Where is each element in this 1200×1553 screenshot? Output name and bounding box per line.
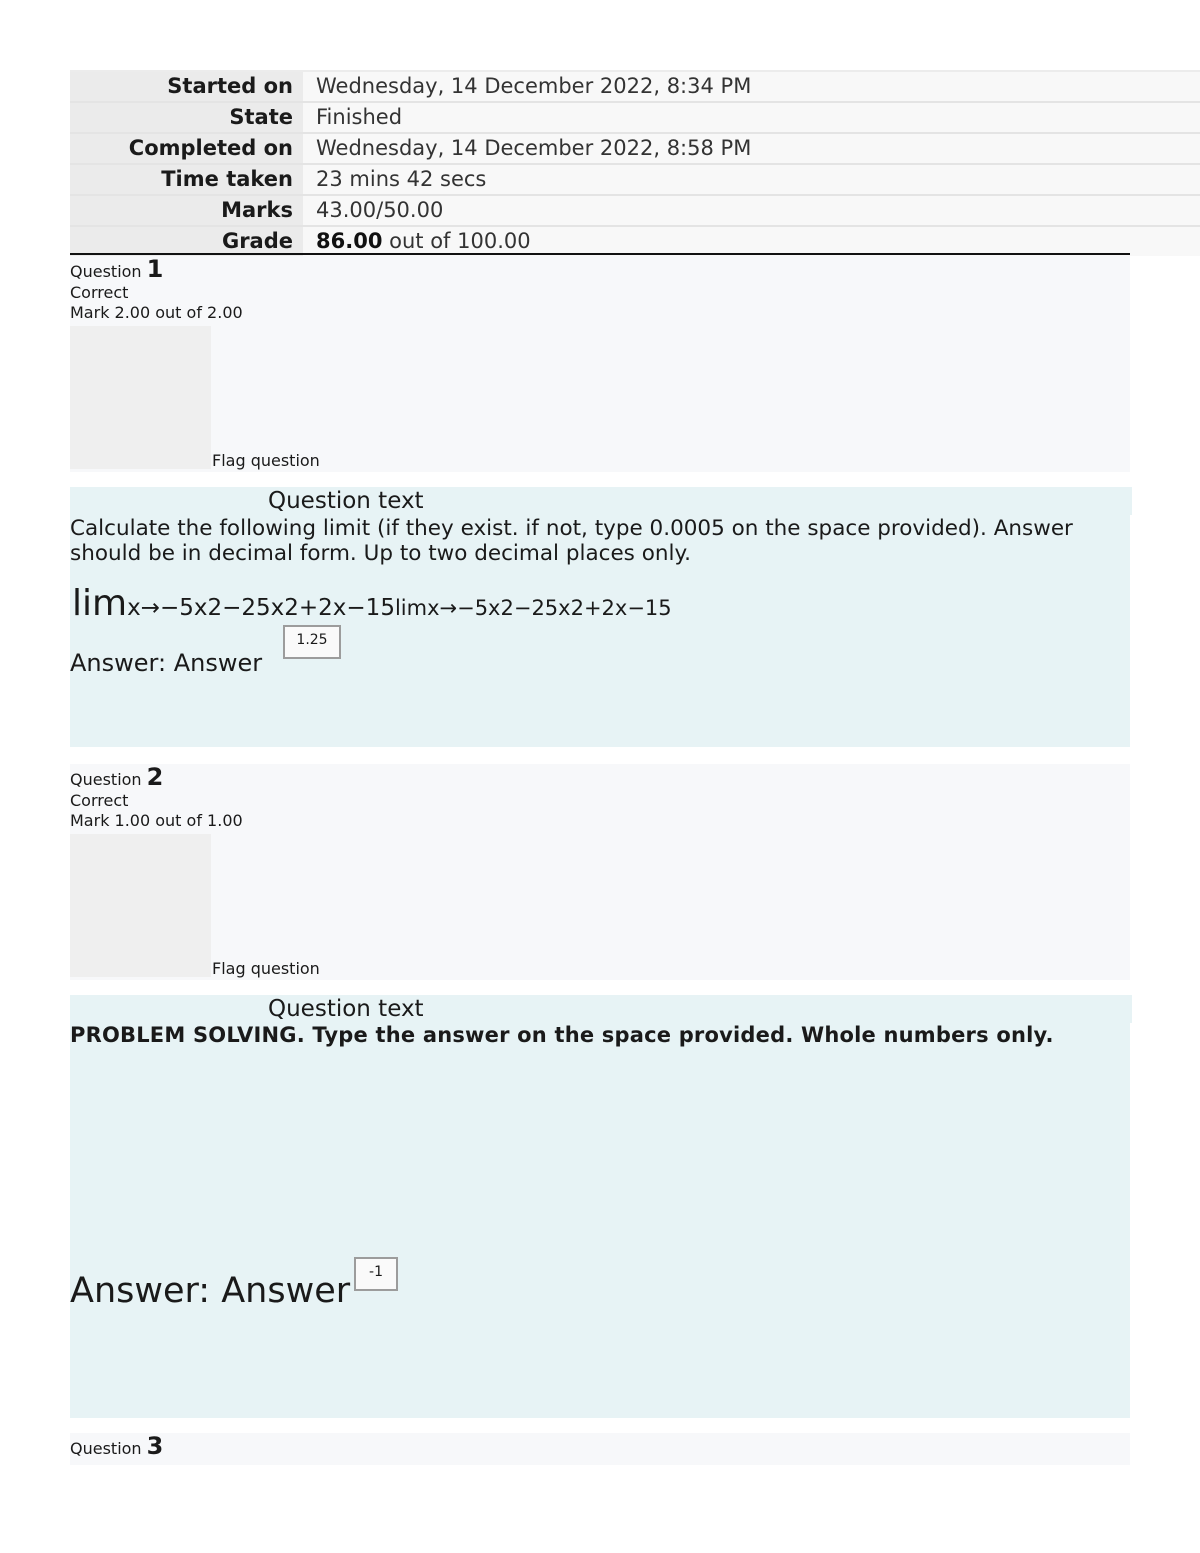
- answer-label: Answer: Answer: [70, 1271, 351, 1311]
- question-mark: Mark 2.00 out of 2.00: [70, 303, 243, 322]
- answer-label: Answer: Answer: [70, 649, 263, 677]
- summary-label: State: [70, 103, 303, 132]
- question-content-2: [70, 995, 1130, 1418]
- summary-value: Finished: [316, 105, 403, 129]
- summary-row-time: [70, 163, 1200, 194]
- summary-label: Completed on: [70, 134, 303, 163]
- question-number: Question 3: [70, 1432, 164, 1460]
- question-text-heading: Question text: [268, 995, 1132, 1023]
- question-mark: Mark 1.00 out of 1.00: [70, 811, 243, 830]
- summary-row-state: [70, 101, 1200, 132]
- formula-expression: x→−5x2−25x2+2x−15: [127, 595, 395, 621]
- summary-row-grade: [70, 225, 1200, 256]
- grade-value: 86.00: [316, 229, 383, 253]
- flag-icon[interactable]: [70, 834, 211, 977]
- answer-input[interactable]: -1: [354, 1257, 398, 1291]
- summary-value: Wednesday, 14 December 2022, 8:58 PM: [316, 136, 752, 160]
- summary-label: Grade: [70, 227, 303, 256]
- flag-question-link[interactable]: Flag question: [212, 451, 320, 470]
- limit-formula: [72, 583, 672, 624]
- summary-row-completed: [70, 132, 1200, 163]
- grade-suffix: out of 100.00: [389, 229, 531, 253]
- summary-row-marks: [70, 194, 1200, 225]
- summary-value: 23 mins 42 secs: [316, 167, 487, 191]
- question-info-2: [70, 764, 1130, 980]
- summary-value: 43.00/50.00: [316, 198, 444, 222]
- answer-input[interactable]: 1.25: [283, 625, 341, 659]
- question-info-1: [70, 256, 1130, 472]
- question-text: PROBLEM SOLVING. Type the answer on the space provided. Whole numbers only.: [70, 1023, 1054, 1047]
- summary-label: Time taken: [70, 165, 303, 194]
- summary-label: Started on: [70, 72, 303, 101]
- attempt-summary: [70, 70, 1200, 256]
- summary-row-started: [70, 70, 1200, 101]
- question-number: Question 2: [70, 763, 164, 791]
- question-info-3: [70, 1433, 1130, 1465]
- flag-icon[interactable]: [70, 326, 211, 469]
- question-text-heading: Question text: [268, 487, 1132, 515]
- question-status: Correct: [70, 791, 129, 810]
- question-text: Calculate the following limit (if they exist. if not, type 0.0005 on the space provided). Answer should be in decimal form. Up to two decimal places only.: [70, 516, 1073, 566]
- summary-value: Wednesday, 14 December 2022, 8:34 PM: [316, 74, 752, 98]
- question-number: Question 1: [70, 255, 164, 283]
- summary-value: [303, 227, 531, 256]
- flag-question-link[interactable]: Flag question: [212, 959, 320, 978]
- question-content-1: [70, 487, 1130, 747]
- divider: [70, 253, 1130, 255]
- question-status: Correct: [70, 283, 129, 302]
- formula-lim: lim: [72, 583, 128, 624]
- summary-label: Marks: [70, 196, 303, 225]
- formula-duplicate: limx→−5x2−25x2+2x−15: [394, 596, 672, 620]
